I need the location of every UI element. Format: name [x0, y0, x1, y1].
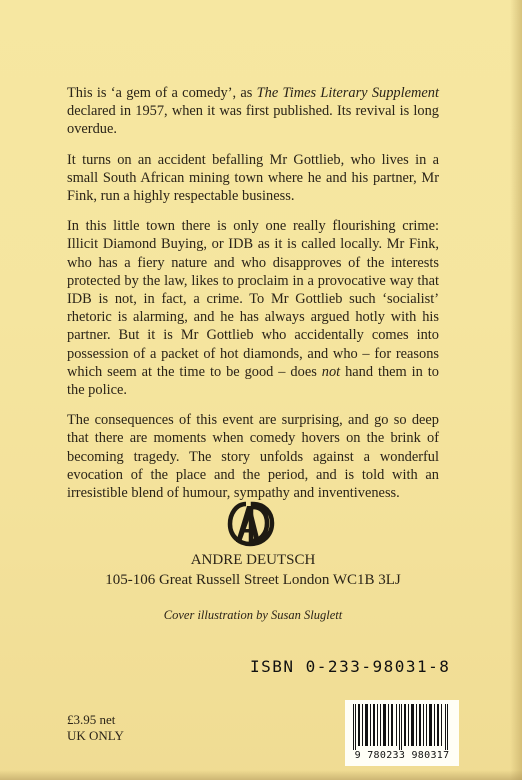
publication-title: The Times Literary Supplement [256, 85, 439, 101]
publisher-address: 105-106 Great Russell Street London WC1B 3LJ [105, 572, 401, 588]
page-edge-shadow [510, 0, 522, 780]
price-amount: £3.95 net [67, 712, 116, 727]
barcode-digits: 9 780233 980317 [354, 750, 450, 761]
andre-deutsch-logo-icon [226, 498, 276, 548]
price-region: UK ONLY [67, 728, 124, 743]
blurb-paragraph-2: It turns on an accident befalling Mr Gottlieb, who lives in a small South African mining town where he and his partner, Mr Fink, run a highly respectable business. [67, 151, 439, 205]
publisher-block [67, 550, 439, 590]
blurb-paragraph-4: The consequences of this event are surprising, and go so deep that there are moments when comedy hovers on the brink of becoming tragedy. The story unfolds against a wonderful evocation of the place and the period, and is told with an irresistible blend of humour, sympathy and inventiveness. [67, 412, 439, 502]
blurb-paragraph-1: This is ‘a gem of a comedy’, as The Times Literary Supplement declared in 1957, when it was first published. Its revival is long overdue. [67, 85, 439, 138]
barcode-bars-icon [349, 704, 455, 750]
emphasis-not: not [321, 363, 341, 380]
publisher-name: ANDRE DEUTSCH [190, 552, 316, 568]
page-bottom-shadow [0, 770, 522, 780]
blurb-paragraph-3: In this little town there is only one really flourishing crime: Illicit Diamond Buying, or IDB as it is called locally. Mr Fink, who has a fiery nature and who disapproves of the interests protected by the law, likes to proclaim in a provocative way that IDB is not, in fact, a crime. To Mr Gottlieb such ‘socialist’ rhetoric is alarming, and he has always argued hotly with his partner. But it is Mr Gottlieb who accidentally comes into possession of a packet of hot diamonds, and who – for reasons which seem at the time to be good – does not hand them in to the police. [67, 218, 440, 399]
blurb-text [67, 84, 439, 514]
cover-credit: Cover illustration by Susan Sluglett [163, 608, 343, 622]
isbn-number: ISBN 0-233-98031-8 [250, 657, 451, 676]
price-block [67, 712, 124, 744]
barcode [345, 700, 459, 766]
